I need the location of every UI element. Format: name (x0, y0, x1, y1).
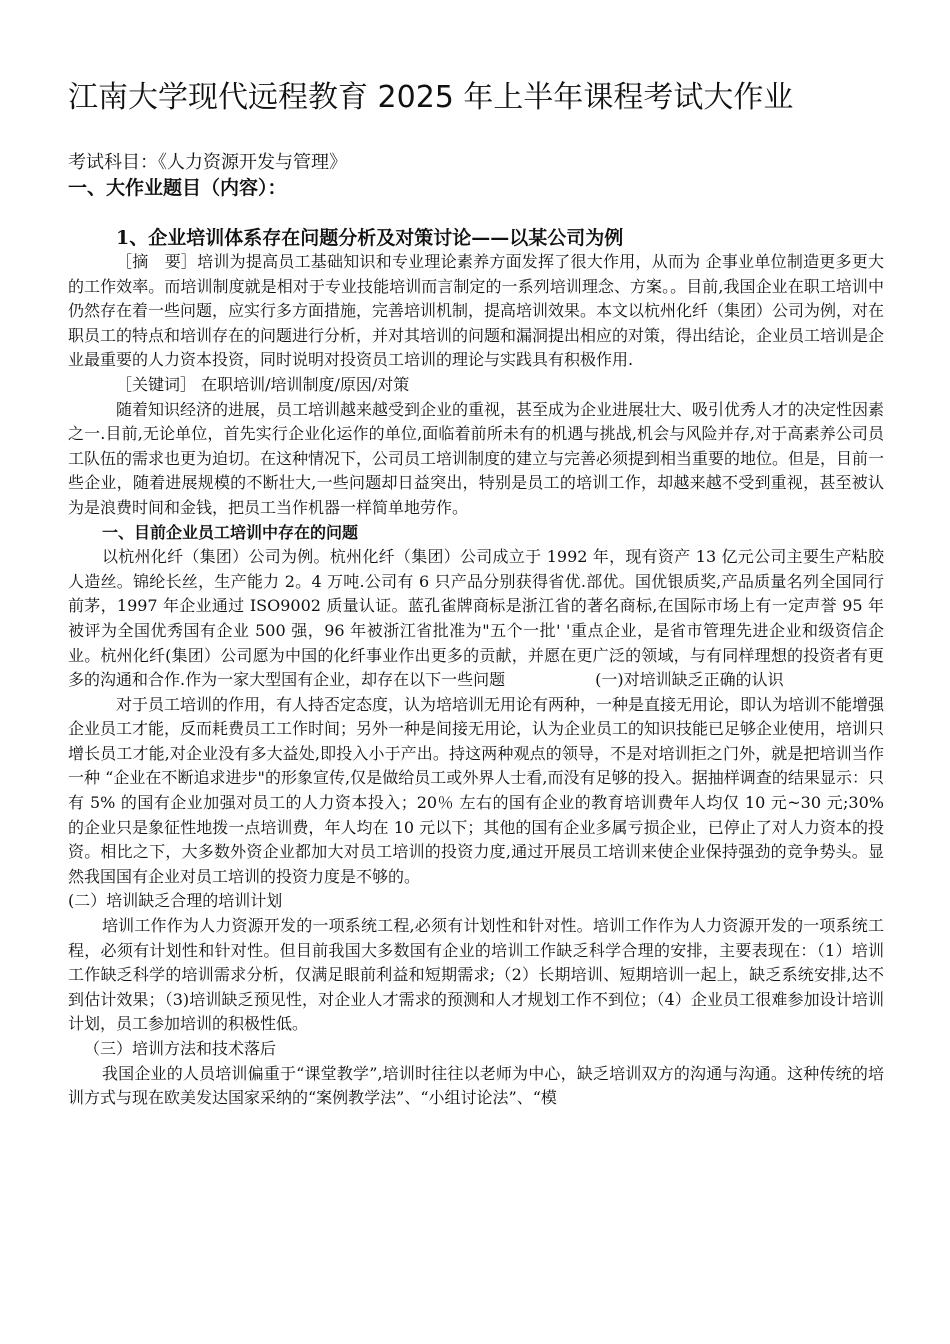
section-heading: 一、大作业题目（内容）： (68, 177, 287, 199)
company-text: 以杭州化纤（集团）公司为例。杭州化纤（集团）公司成立于 1992 年，现有资产 13 亿元公司主要生产粘胶人造丝。锦纶长丝，生产能力 2。4 万吨.公司有 6 只产品分别获得省优.部优。国优银质奖,产品质量名列全国同行前茅，1997 年企业通过 ISO9002 质量认证。蓝孔雀牌商标是浙江省的著名商标,在国际市场上有一定声誉 95 年被评为全国优秀国有企业 500 强，96 年被浙江省批准为"五个一批' '重点企业，是省市管理先进企业和级资信企业。杭州化纤(集团）公司愿为中国的化纤事业作出更多的贡献，并愿在更广泛的领域，与有同样理想的投资者有更多的沟通和合作.作为一家大型国有企业，却存在以下一些问题 (68, 547, 884, 690)
document-body (68, 250, 884, 1111)
abstract-paragraph: ［摘 要］培训为提高员工基础知识和专业理论素养方面发挥了很大作用，从而为 企事业单位制造更多更大的工作效率。而培训制度就是相对于专业技能培训而言制定的一系列培训理念、方案。。目前,我国企业在职工培训中仍然存在着一些问题，应实行多方面措施，完善培训机制，提高培训效果。本文以杭州化纤（集团）公司为例，对在职员工的特点和培训存在的问题进行分析，并对其培训的问题和漏洞提出相应的对策，得出结论，企业员工培训是企业最重要的人力资本投资，同时说明对投资员工培训的理论与实践具有积极作用. (68, 252, 885, 370)
document-title: 江南大学现代远程教育 2025 年上半年课程考试大作业 (68, 80, 794, 115)
company-paragraph (68, 545, 884, 693)
sub3-heading: （三）培训方法和技术落后 (84, 1039, 277, 1058)
sub1-paragraph: 对于员工培训的作用，有人持否定态度，认为培培训无用论有两种，一种是直接无用论，即认为培训不能增强企业员工才能，反而耗费员工工作时间；另外一种是间接无用论，认为企业员工的知识技能已足够企业使用，培训只增长员工才能,对企业没有多大益处,即投入小于产出。持这两种观点的领导，不是对培训拒之门外，就是把培训当作一种 “企业在不断追求进步"的形象宣传,仅是做给员工或外界人士看,而没有足够的投入。据抽样调查的结果显示：只有 5% 的国有企业加强对员工的人力资本投入；20％ 左右的国有企业的教育培训费年人均仅 10 元~30 元;30% 的企业只是象征性地拨一点培训费，年人均在 10 元以下；其他的国有企业多属亏损企业，已停止了对人力资本的投资。相比之下，大多数外资企业都加大对员工培训的投资力度,通过开展员工培训来使企业保持强劲的竞争势头。显然我国国有企业对员工培训的投资力度是不够的。 (68, 694, 885, 886)
question-title: 1、企业培训体系存在问题分析及对策讨论——以某公司为例 (116, 227, 624, 249)
sub2-paragraph: 培训工作作为人力资源开发的一项系统工程,必须有计划性和针对性。培训工作作为人力资源开发的一项系统工程，必须有计划性和针对性。但目前我国大多数国有企业的培训工作缺乏科学合理的安排，主要表现在：（1）培训工作缺乏科学的培训需求分析，仅满足眼前利益和短期需求;（2）长期培训、短期培训一起上，缺乏系统安排,达不到估计效果；（3)培训缺乏预见性，对企业人才需求的预测和人才规划工作不到位；（4）企业员工很难参加设计培训计划，员工参加培训的积极性低。 (68, 916, 884, 1034)
sub1-heading: (一)对培训缺乏正确的认识 (595, 670, 784, 690)
intro-paragraph: 随着知识经济的进展，员工培训越来越受到企业的重视，甚至成为企业进展壮大、吸引优秀人才的决定性因素之一.目前,无论单位，首先实行企业化运作的单位,面临着前所未有的机遇与挑战,机会与风险并存,对于高素养公司员工队伍的需求也更为迫切。在这种情况下，公司员工培训制度的建立与完善必须提到相当重要的地位。但是，目前一些企业，随着进展规模的不断壮大,一些问题却日益突出，特别是员工的培训工作，却越来越不受到重视，甚至被认为是浪费时间和金钱，把员工当作机器一样简单地劳作。 (68, 399, 885, 517)
problems-heading: 一、目前企业员工培训中存在的问题 (102, 522, 359, 542)
sub3-paragraph: 我国企业的人员培训偏重于“课堂教学”,培训时往往以老师为中心，缺乏培训双方的沟通与沟通。这种传统的培训方式与现在欧美发达国家采纳的“案例教学法”、“小组讨论法”、“模 (68, 1063, 884, 1108)
keywords-paragraph: ［关键词］ 在职培训/培训制度/原因/对策 (116, 374, 410, 394)
exam-subject: 考试科目：《人力资源开发与管理》 (68, 152, 347, 173)
sub2-heading: (二）培训缺乏合理的培训计划 (68, 891, 283, 911)
